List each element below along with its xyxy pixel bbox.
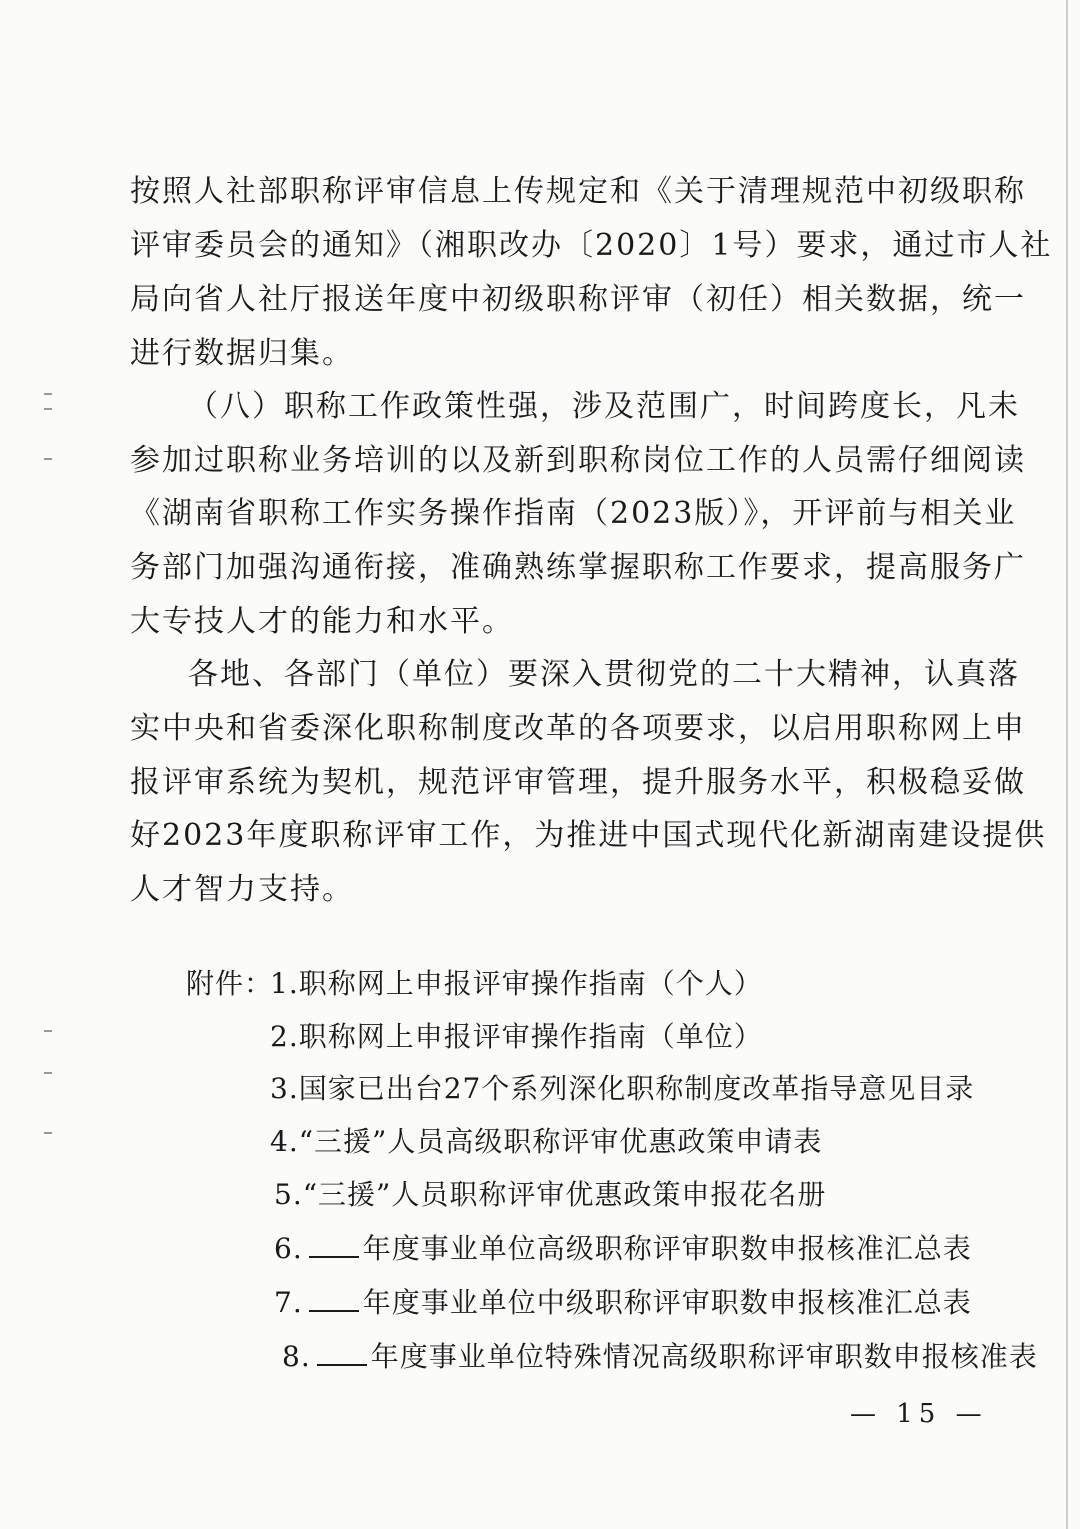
paragraph-3-line: 各地、各部门（单位）要深入贯彻党的二十大精神，认真落 <box>188 657 1020 692</box>
attachment-item-blank <box>282 1337 1038 1377</box>
paragraph-2-line: 参加过职称业务培训的以及新到职称岗位工作的人员需仔细阅读 <box>130 443 1026 478</box>
fill-in-blank <box>309 1286 359 1312</box>
attachment-number: 8. <box>282 1340 311 1373</box>
margin-mark <box>44 1072 52 1074</box>
attachments-label: 附件： <box>186 967 274 1000</box>
attachment-item: 5.“三援”人员职称评审优惠政策申报花名册 <box>274 1178 827 1211</box>
fill-in-blank <box>317 1340 367 1366</box>
margin-mark <box>44 1132 52 1134</box>
margin-mark <box>44 458 52 460</box>
paragraph-2-line: 《湖南省职称工作实务操作指南（2023版）》，开评前与相关业 <box>130 496 1017 531</box>
attachment-item: 2.职称网上申报评审操作指南（单位） <box>270 1020 763 1053</box>
margin-mark <box>44 408 52 410</box>
attachment-item-blank <box>274 1283 972 1323</box>
margin-mark <box>44 1030 52 1032</box>
paragraph-2-line: 大专技人才的能力和水平。 <box>130 604 514 639</box>
attachment-item-blank <box>274 1229 972 1269</box>
paragraph-1-line: 评审委员会的通知》（湘职改办〔2020〕1号）要求，通过市人社 <box>130 228 1053 263</box>
attachment-number: 7. <box>274 1286 303 1319</box>
attachment-text: 年度事业单位特殊情况高级职称评审职数申报核准表 <box>370 1340 1038 1373</box>
page-edge <box>1066 0 1068 1529</box>
paragraph-2-line: 务部门加强沟通衔接，准确熟练掌握职称工作要求，提高服务广 <box>130 550 1026 585</box>
paragraph-3-line: 人才智力支持。 <box>130 872 354 907</box>
attachment-text: 年度事业单位高级职称评审职数申报核准汇总表 <box>362 1232 972 1265</box>
attachment-text: 年度事业单位中级职称评审职数申报核准汇总表 <box>362 1286 972 1319</box>
margin-mark <box>44 393 52 395</box>
paragraph-3-line: 好2023年度职称评审工作，为推进中国式现代化新湖南建设提供 <box>130 818 1047 853</box>
attachment-item: 1.职称网上申报评审操作指南（个人） <box>270 967 763 1000</box>
paragraph-2-line: （八）职称工作政策性强，涉及范围广，时间跨度长，凡未 <box>188 389 1020 424</box>
attachment-item: 3.国家已出台27个系列深化职称制度改革指导意见目录 <box>270 1072 975 1105</box>
paragraph-1-line: 进行数据归集。 <box>130 336 354 371</box>
fill-in-blank <box>309 1232 359 1258</box>
paragraph-1-line: 局向省人社厅报送年度中初级职称评审（初任）相关数据，统一 <box>130 282 1026 317</box>
paragraph-3-line: 报评审系统为契机，规范评审管理，提升服务水平，积极稳妥做 <box>130 765 1026 800</box>
paragraph-1-line: 按照人社部职称评审信息上传规定和《关于清理规范中初级职称 <box>130 174 1026 209</box>
attachment-item: 4.“三援”人员高级职称评审优惠政策申请表 <box>270 1125 823 1158</box>
attachment-number: 6. <box>274 1232 303 1265</box>
page-number: — 15 — <box>850 1399 988 1429</box>
paragraph-3-line: 实中央和省委深化职称制度改革的各项要求，以启用职称网上申 <box>130 711 1026 746</box>
